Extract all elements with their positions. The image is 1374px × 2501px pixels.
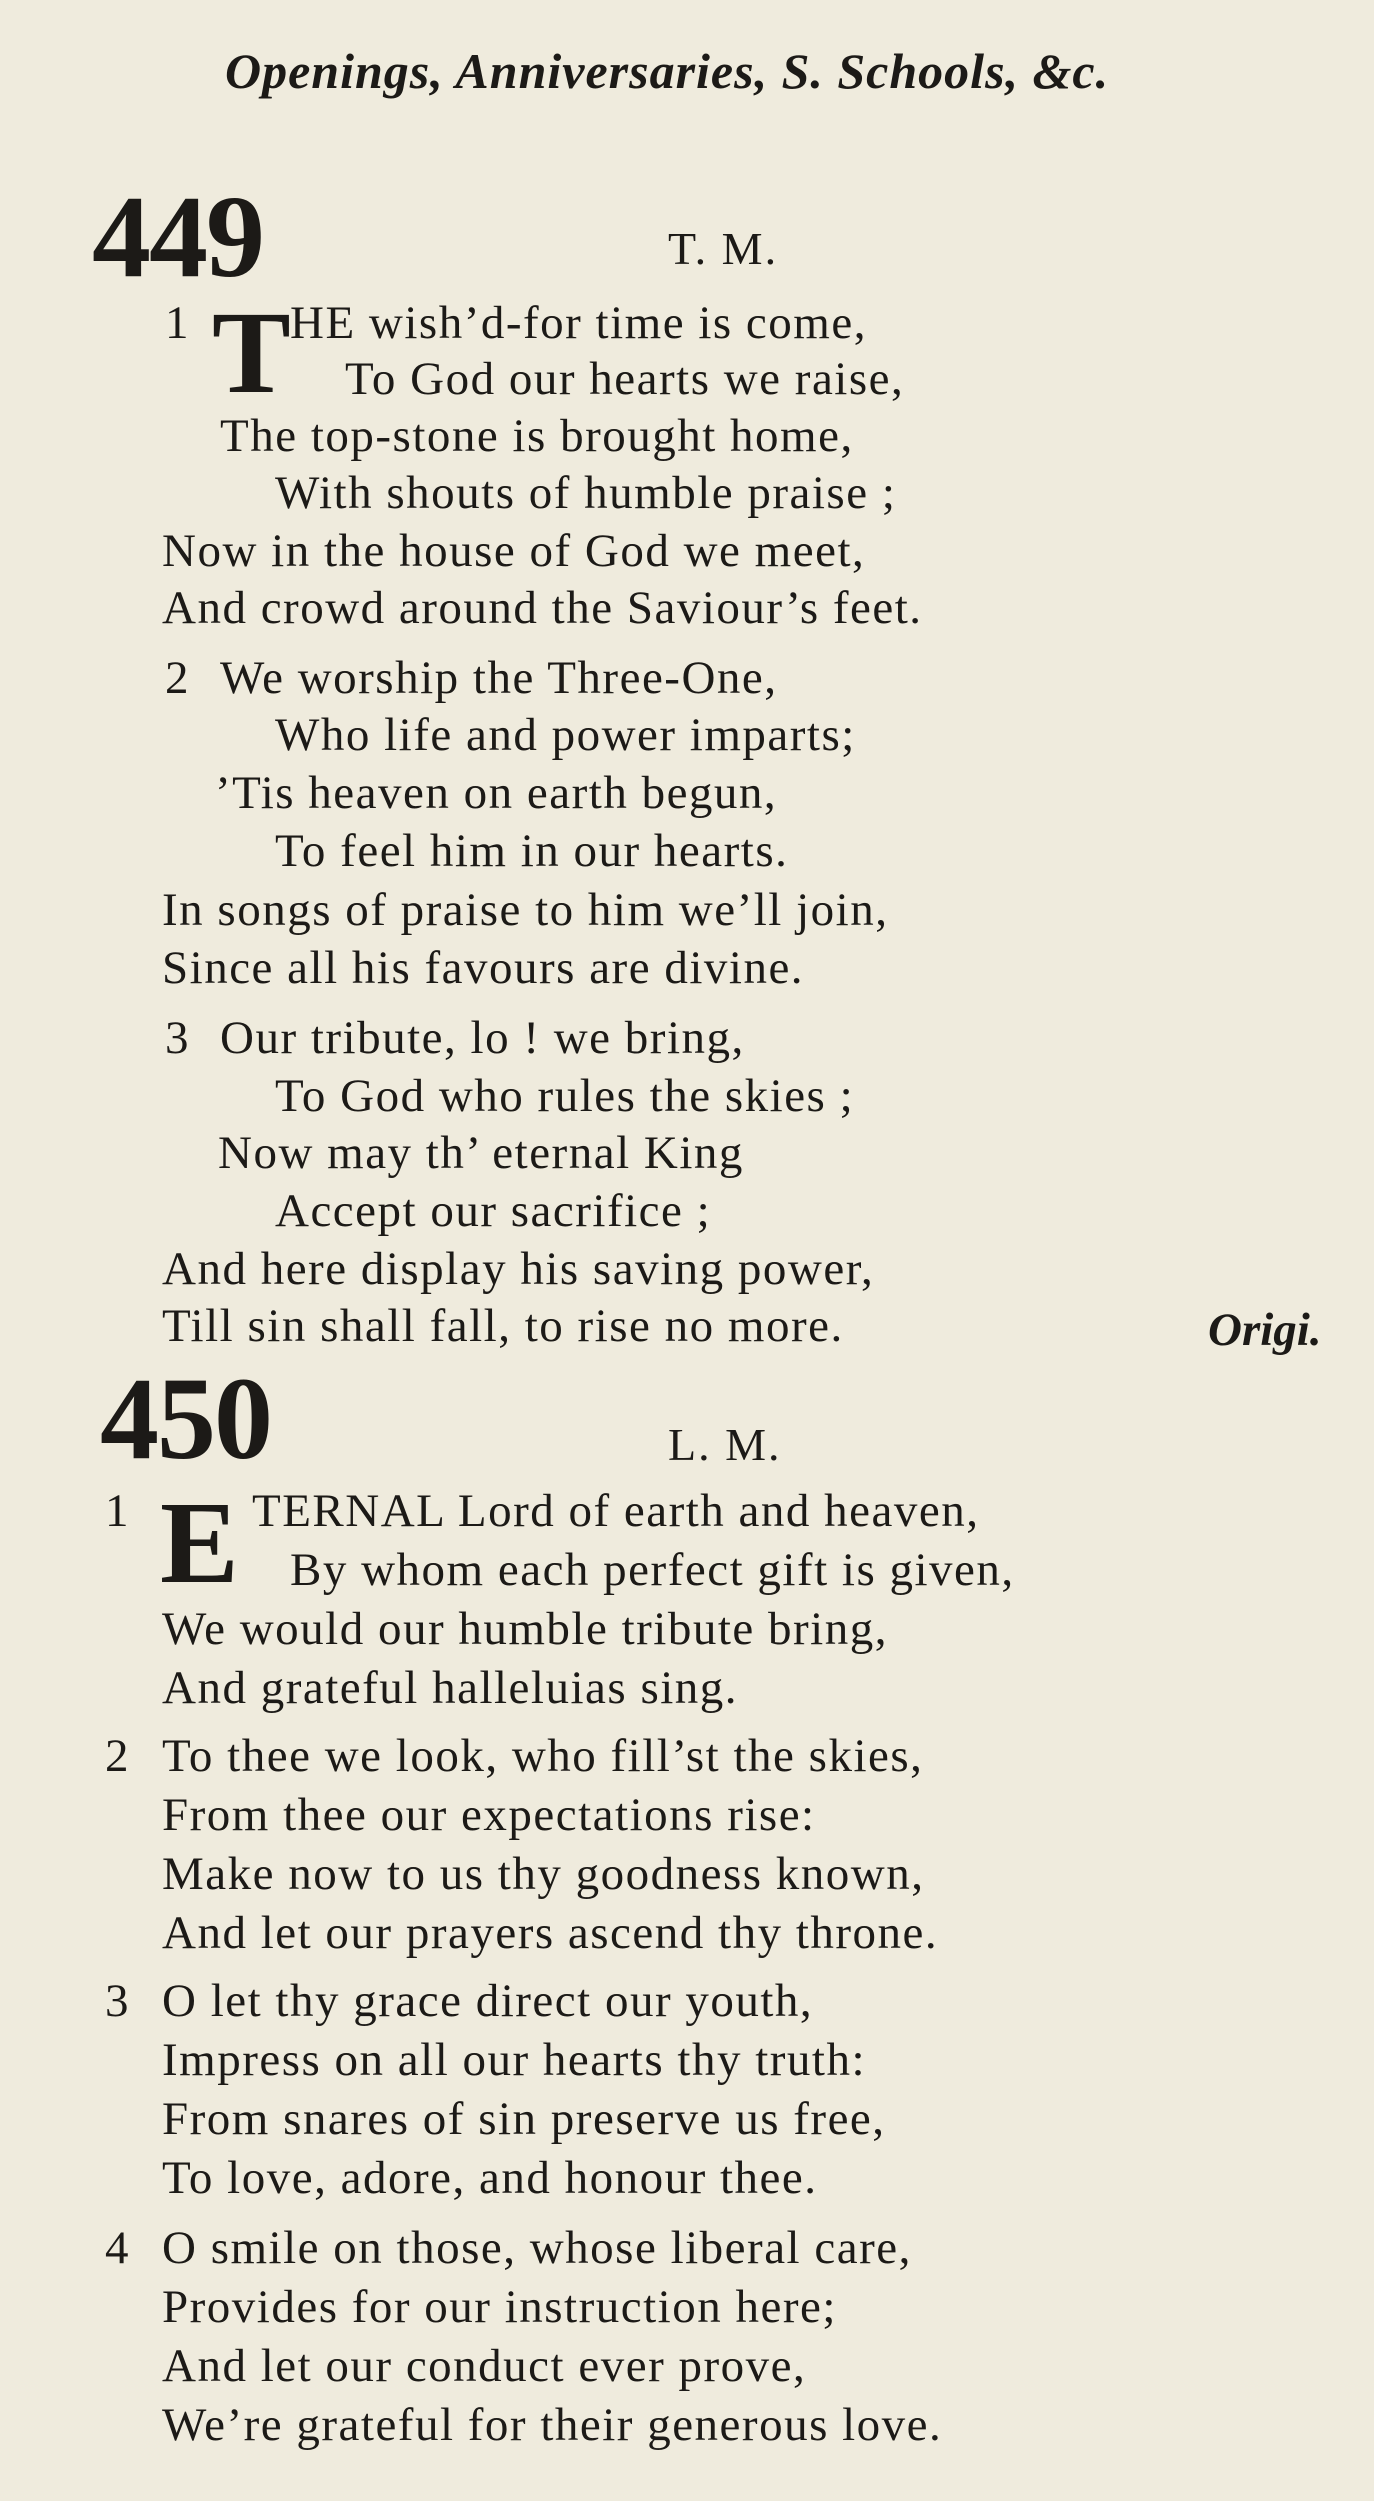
hymn-line: From snares of sin preserve us free, [162,2093,886,2145]
hymn-line: From thee our expectations rise: [162,1789,816,1841]
hymn-number: 450 [100,1353,271,1484]
hymn-line: And let our prayers ascend thy throne. [162,1907,939,1959]
hymn-line: We would our humble tribute bring, [162,1603,888,1655]
hymn-meter: T. M. [668,223,779,274]
verse-number: 3 [105,1975,129,2027]
hymn-line: The top-stone is brought home, [220,410,854,462]
hymn-line: O let thy grace direct our youth, [162,1975,814,2027]
hymn-line: By whom each perfect gift is given, [290,1544,1015,1596]
drop-cap: T [212,287,291,418]
hymn-line: Who life and power imparts; [275,709,856,761]
hymn-line: Now in the house of God we meet, [162,525,866,577]
hymn-line: Till sin shall fall, to rise no more. [162,1300,844,1352]
hymn-number: 449 [92,171,263,302]
verse-number: 2 [165,652,189,704]
hymn-line: And here display his saving power, [162,1243,875,1295]
hymn-line: And crowd around the Saviour’s feet. [162,582,923,634]
verse-number: 4 [105,2222,129,2274]
hymn-line: With shouts of humble praise ; [275,467,897,519]
verse-number: 3 [165,1012,189,1064]
running-head: Openings, Anniversaries, S. Schools, &c. [225,43,1110,99]
hymn-line: To God our hearts we raise, [345,353,905,405]
hymn-line: Our tribute, lo ! we bring, [220,1012,745,1064]
hymn-line: Make now to us thy goodness known, [162,1848,925,1900]
hymn-line: To thee we look, who fill’st the skies, [162,1730,924,1782]
hymn-line: Accept our sacrifice ; [275,1185,712,1237]
hymn-line: TERNAL Lord of earth and heaven, [252,1485,980,1537]
hymn-line: To God who rules the skies ; [275,1070,855,1122]
hymn-line: O smile on those, whose liberal care, [162,2222,912,2274]
hymn-line: In songs of praise to him we’ll join, [162,884,889,936]
hymn-line: Provides for our instruction here; [162,2281,837,2333]
hymn-line: We worship the Three-One, [220,652,778,704]
hymn-line: And grateful halleluias sing. [162,1662,739,1714]
hymn-line: ’Tis heaven on earth begun, [215,767,778,819]
hymn-meter: L. M. [668,1419,782,1470]
hymn-line: Impress on all our hearts thy truth: [162,2034,867,2086]
verse-number: 1 [165,297,189,349]
hymn-line: HE wish’d-for time is come, [290,297,867,349]
hymn-line: To feel him in our hearts. [275,825,789,877]
hymn-line: We’re grateful for their generous love. [162,2399,943,2451]
verse-number: 2 [105,1730,129,1782]
hymn-attribution: Origi. [1208,1304,1322,1356]
hymn-line: Since all his favours are divine. [162,942,805,994]
drop-cap: E [160,1477,239,1608]
hymn-line: To love, adore, and honour thee. [162,2152,818,2204]
hymn-line: And let our conduct ever prove, [162,2340,807,2392]
hymn-line: Now may th’ eternal King [218,1127,744,1179]
verse-number: 1 [105,1485,129,1537]
